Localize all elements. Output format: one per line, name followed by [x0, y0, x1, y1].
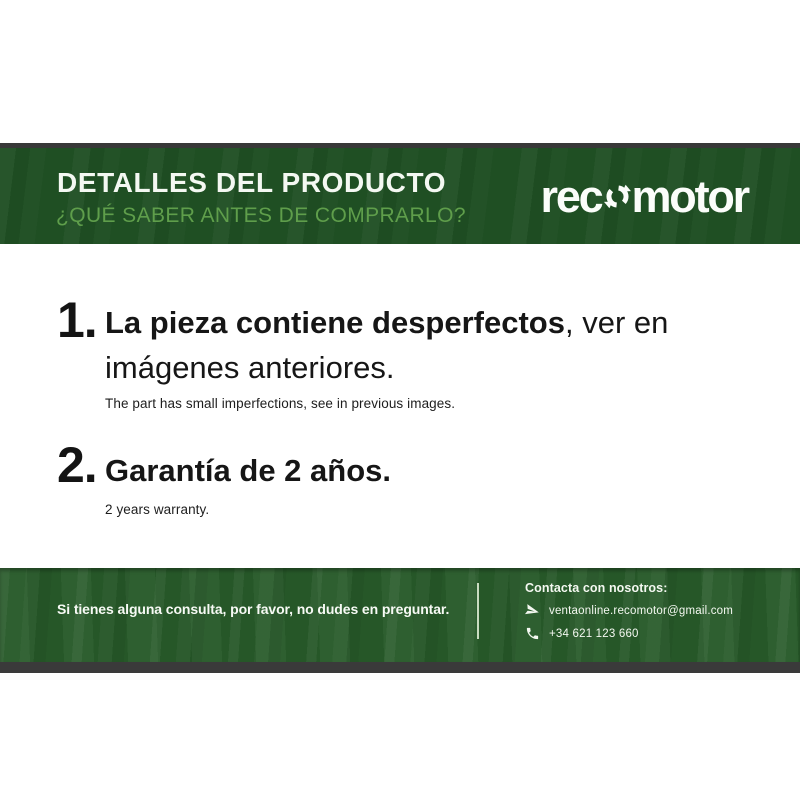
- footer-vertical-divider: [477, 583, 479, 639]
- send-paper-plane-icon: [525, 603, 540, 618]
- contact-email: ventaonline.recomotor@gmail.com: [549, 604, 734, 617]
- recycle-arrows-icon: [604, 183, 631, 210]
- recomotor-logo: [540, 171, 748, 222]
- item-number: 2.: [57, 437, 97, 493]
- product-note-2: [57, 437, 391, 517]
- header-band: [0, 148, 800, 244]
- contact-block: [525, 581, 733, 641]
- contact-email-row: [525, 603, 733, 618]
- page-subtitle: ¿QUÉ SABER ANTES DE COMPRARLO?: [56, 204, 466, 227]
- item-text-line1: [105, 440, 391, 493]
- item-text-regular: , ver en: [564, 305, 669, 340]
- product-note-1: [57, 292, 669, 411]
- contact-phone: +34 621 123 660: [549, 627, 639, 640]
- item-text-line1: [105, 295, 668, 345]
- footer-band: [0, 568, 800, 662]
- item-caption-en: 2 years warranty.: [105, 502, 210, 517]
- item-caption-en: The part has small imperfections, see in previous images.: [105, 396, 456, 411]
- phone-handset-icon: [525, 626, 540, 641]
- footer-message: Si tienes alguna consulta, por favor, no dudes en preguntar.: [57, 601, 450, 617]
- brand-text-right: motor: [631, 171, 748, 222]
- page-title: DETALLES DEL PRODUCTO: [57, 167, 447, 198]
- item-text-bold: Garantía de 2 años.: [105, 453, 391, 488]
- contact-heading: Contacta con nosotros:: [525, 581, 668, 595]
- item-text-line2: imágenes anteriores.: [105, 350, 395, 385]
- item-number: 1.: [57, 292, 97, 348]
- brand-text-left: rec: [540, 171, 602, 222]
- footer-bottom-strip: [0, 662, 800, 673]
- contact-phone-row: [525, 626, 733, 641]
- item-text-bold: La pieza contiene desperfectos: [105, 305, 565, 340]
